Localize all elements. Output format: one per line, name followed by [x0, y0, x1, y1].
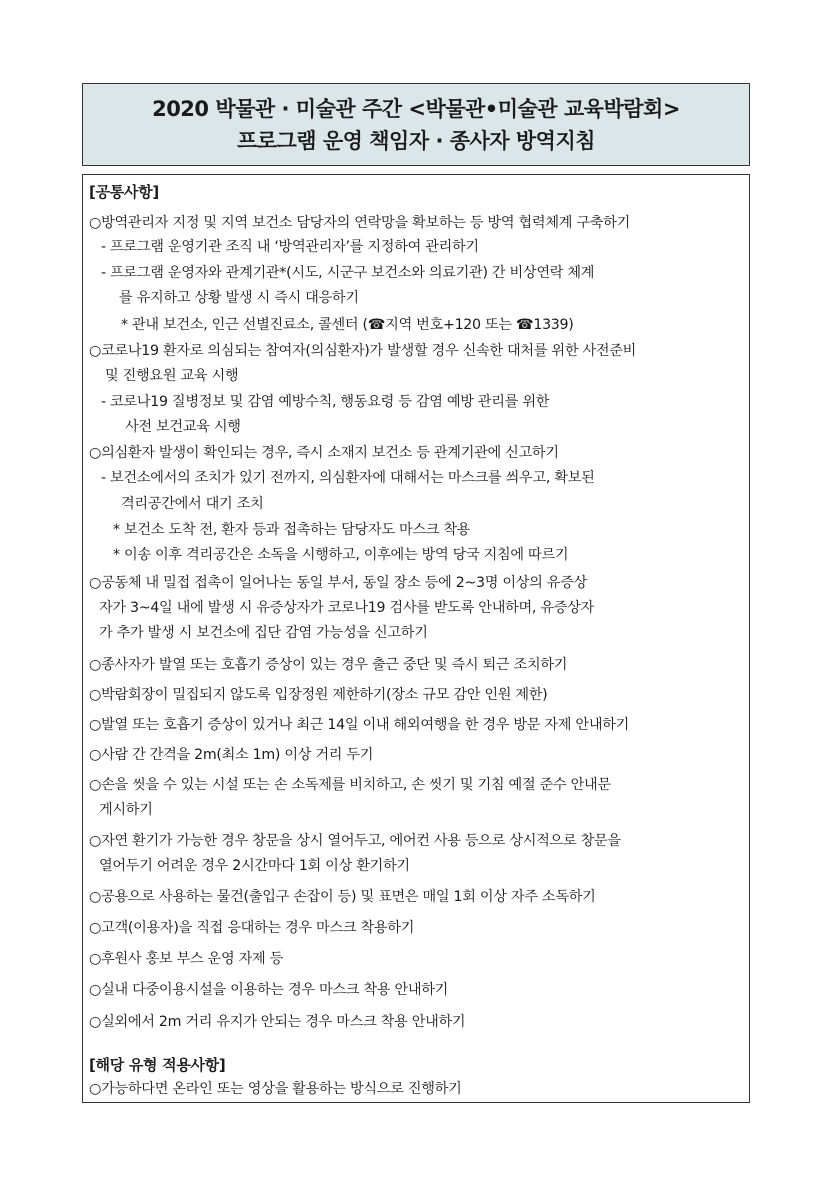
guideline-line: ○박람회장이 밀집되지 않도록 입장정원 제한하기(장소 규모 감안 인원 제한): [89, 687, 548, 703]
guideline-line: 및 진행요원 교육 시행: [105, 368, 239, 384]
guideline-line: - 프로그램 운영기관 조직 내 ‘방역관리자’를 지정하여 관리하기: [101, 239, 479, 255]
guideline-line: * 관내 보건소, 인근 선별진료소, 콜센터 (☎지역 번호+120 또는 ☎1339): [121, 317, 574, 333]
guideline-line: - 코로나19 질병정보 및 감염 예방수칙, 행동요령 등 감염 예방 관리를 위한: [101, 394, 550, 410]
guideline-line: ○자연 환기가 가능한 경우 창문을 상시 열어두고, 에어컨 사용 등으로 상시적으로 창문을: [89, 833, 621, 849]
guideline-line: ○공용으로 사용하는 물건(출입구 손잡이 등) 및 표면은 매일 1회 이상 자주 소독하기: [89, 889, 596, 905]
guideline-line: ○의심환자 발생이 확인되는 경우, 즉시 소재지 보건소 등 관계기관에 신고하기: [89, 445, 559, 461]
guideline-line: ○후원사 홍보 부스 운영 자제 등: [89, 951, 283, 967]
guideline-line: * 이송 이후 격리공간은 소독을 시행하고, 이후에는 방역 당국 지침에 따르기: [113, 547, 569, 563]
guideline-line: ○공동체 내 밀접 접촉이 일어나는 동일 부서, 동일 장소 등에 2~3명 이상의 유증상: [89, 575, 588, 591]
guideline-line: 사전 보건교육 시행: [125, 419, 241, 435]
guideline-line: 를 유지하고 상황 발생 시 즉시 대응하기: [119, 290, 359, 306]
guideline-box: [82, 174, 750, 1103]
guideline-line: 자가 3~4일 내에 발생 시 유증상자가 코로나19 검사를 받도록 안내하며, 유증상자: [99, 600, 594, 616]
guideline-line: ○방역관리자 지정 및 지역 보건소 담당자의 연락망을 확보하는 등 방역 협력체계 구축하기: [89, 215, 630, 231]
guideline-line: ○손을 씻을 수 있는 시설 또는 손 소독제를 비치하고, 손 씻기 및 기침 예절 준수 안내문: [89, 777, 611, 793]
guideline-line: - 보건소에서의 조치가 있기 전까지, 의심환자에 대해서는 마스크를 씌우고, 확보된: [101, 470, 595, 486]
guideline-line: ○종사자가 발열 또는 호흡기 증상이 있는 경우 출근 중단 및 즉시 퇴근 조치하기: [89, 657, 568, 673]
guideline-line: - 프로그램 운영자와 관계기관*(시도, 시군구 보건소와 의료기관) 간 비상연락 체계: [101, 265, 595, 281]
guideline-line: ○코로나19 환자로 의심되는 참여자(의심환자)가 발생할 경우 신속한 대처를 위한 사전준비: [89, 343, 637, 359]
title-line-2: 프로그램 운영 책임자 · 종사자 방역지침: [236, 128, 596, 153]
guideline-line: * 보건소 도착 전, 환자 등과 접촉하는 담당자도 마스크 착용: [113, 522, 471, 538]
title-box: [82, 83, 750, 166]
guideline-line: ○실외에서 2m 거리 유지가 안되는 경우 마스크 착용 안내하기: [89, 1014, 466, 1030]
common-section-header: [공통사항]: [89, 183, 159, 201]
guideline-line: ○사람 간 간격을 2m(최소 1m) 이상 거리 두기: [89, 747, 374, 763]
guideline-line: ○고객(이용자)을 직접 응대하는 경우 마스크 착용하기: [89, 920, 415, 936]
guideline-line: ○발열 또는 호흡기 증상이 있거나 최근 14일 이내 해외여행을 한 경우 방문 자제 안내하기: [89, 717, 630, 733]
guideline-line: 게시하기: [99, 802, 153, 818]
guideline-line: 격리공간에서 대기 조치: [121, 496, 264, 512]
guideline-line: ○가능하다면 온라인 또는 영상을 활용하는 방식으로 진행하기: [89, 1081, 462, 1097]
guideline-line: 열어두기 어려운 경우 2시간마다 1회 이상 환기하기: [99, 858, 410, 874]
guideline-line: 가 추가 발생 시 보건소에 집단 감염 가능성을 신고하기: [99, 625, 428, 641]
guideline-line: ○실내 다중이용시설을 이용하는 경우 마스크 착용 안내하기: [89, 982, 449, 998]
specific-section-header: [해당 유형 적용사항]: [89, 1056, 226, 1074]
title-line-1: 2020 박물관 · 미술관 주간 <박물관•미술관 교육박람회>: [152, 96, 680, 121]
